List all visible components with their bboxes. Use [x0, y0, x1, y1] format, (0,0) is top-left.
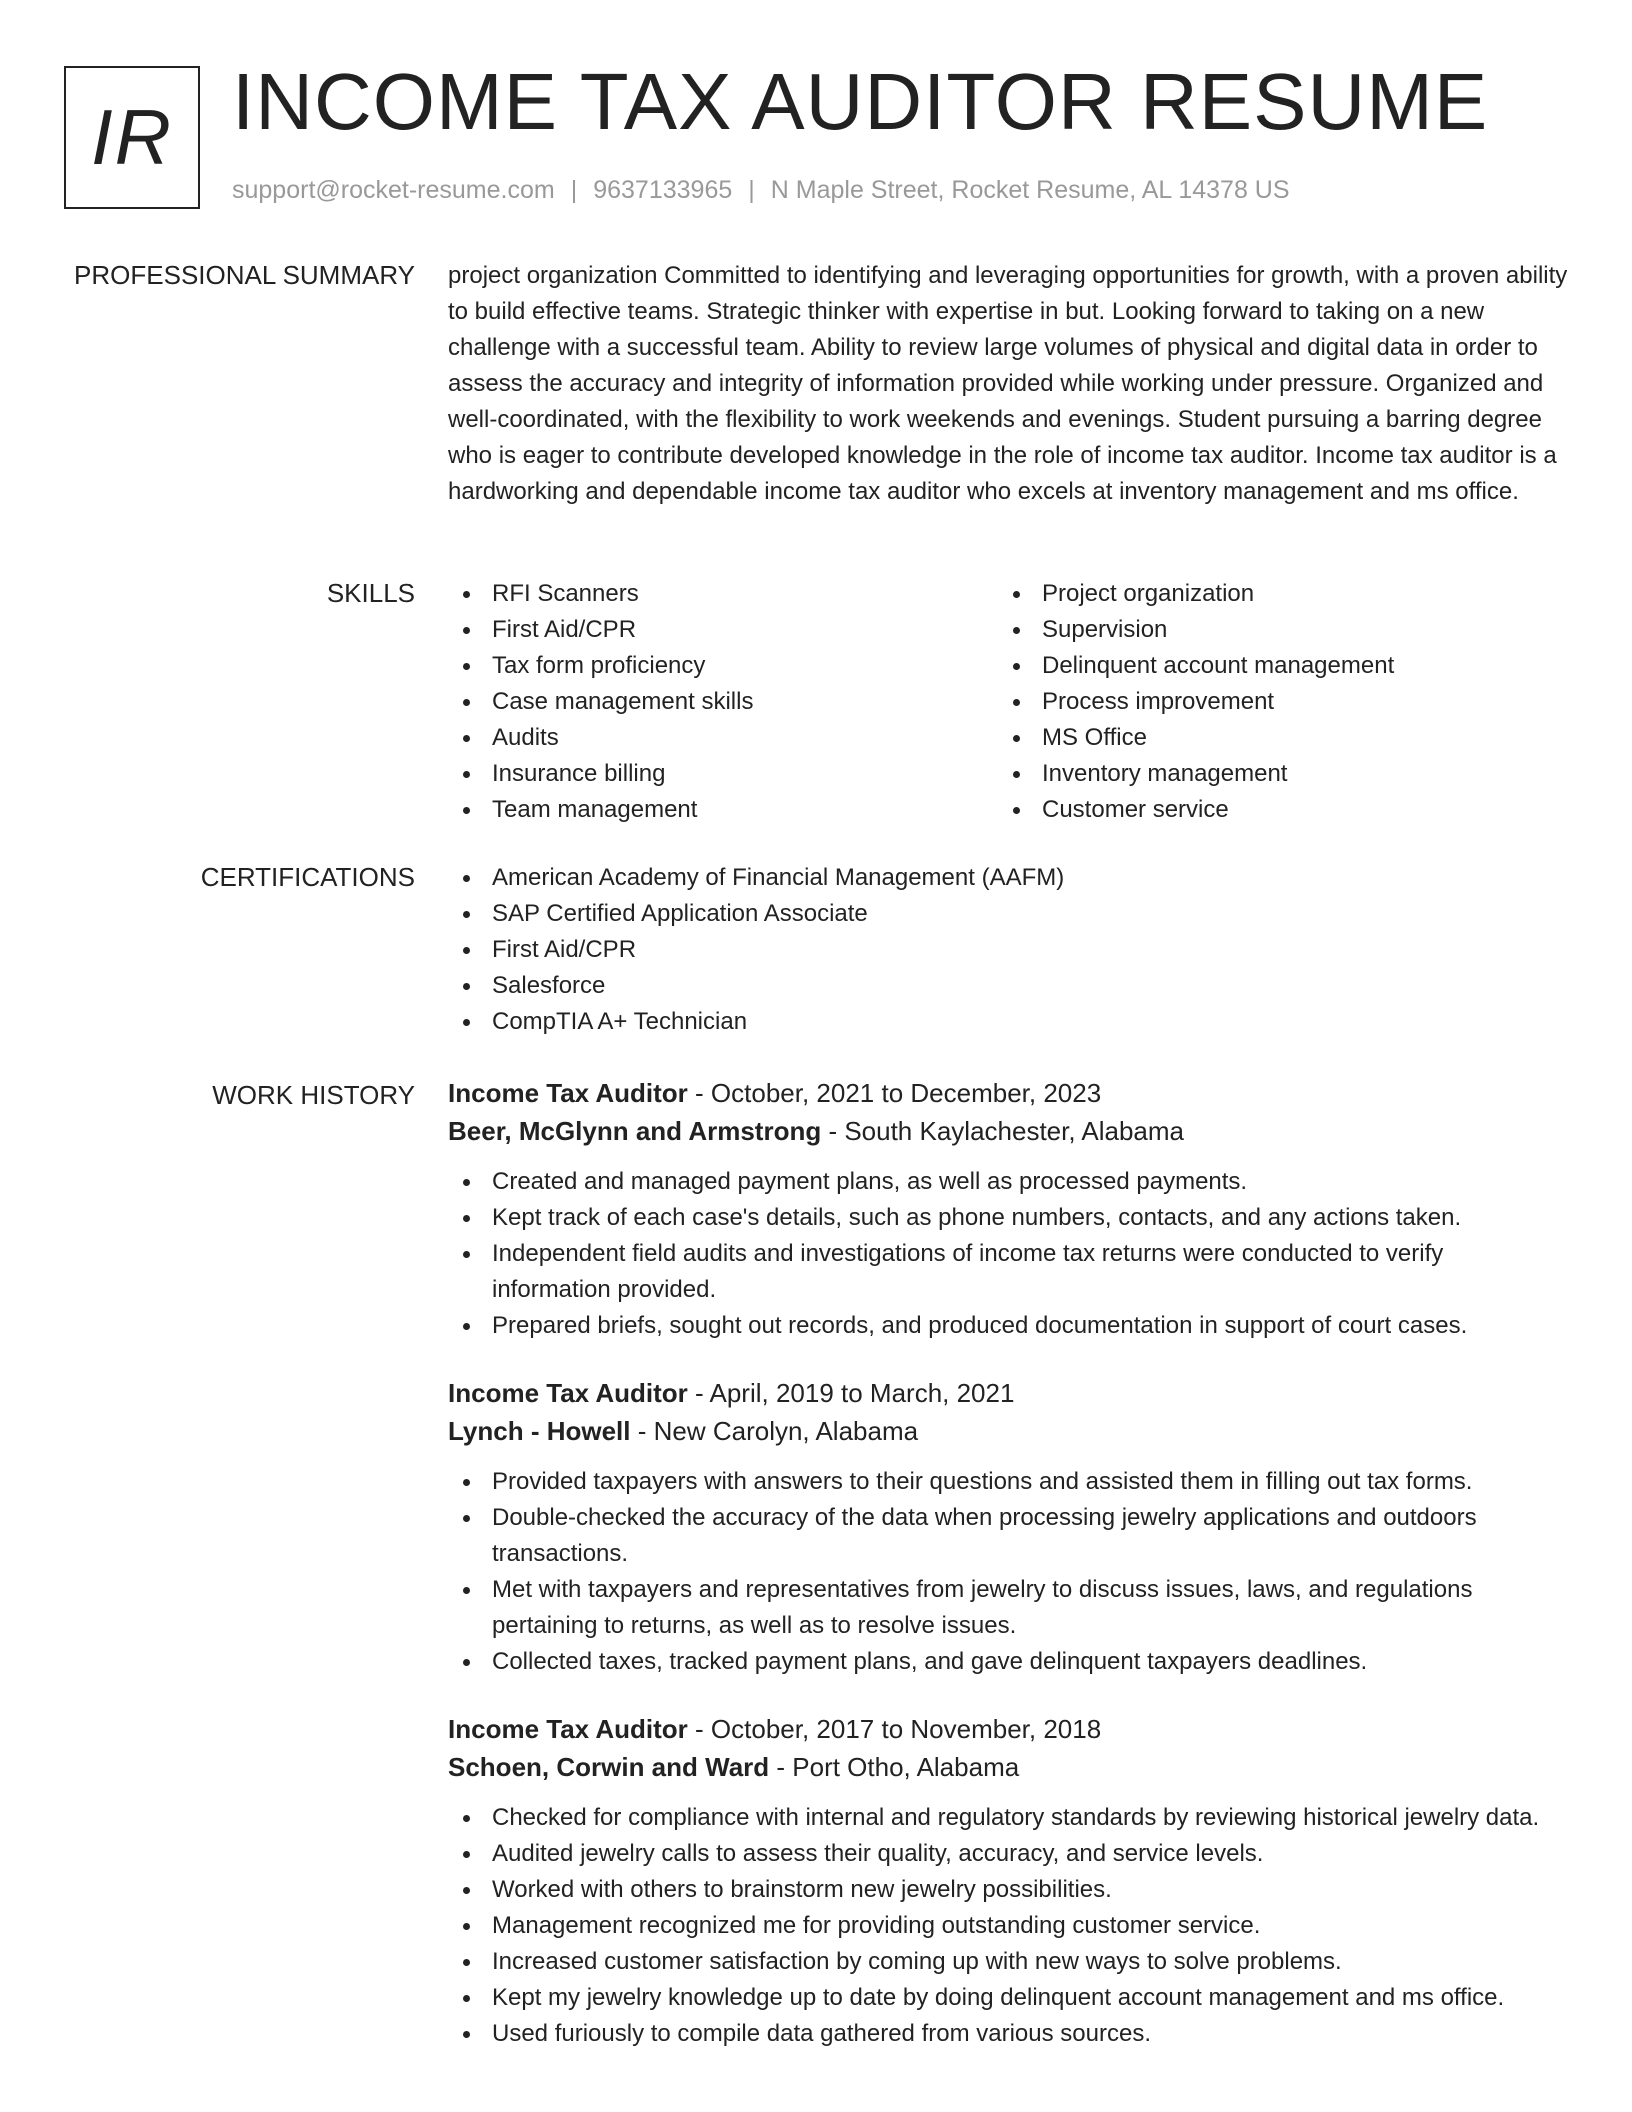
work-history-label: WORK HISTORY	[212, 1080, 415, 1110]
resume-title: INCOME TAX AUDITOR RESUME	[232, 57, 1489, 146]
job-dates: - October, 2017 to November, 2018	[687, 1714, 1102, 1744]
job-title-line	[448, 1374, 1568, 1412]
job-duty: Double-checked the accuracy of the data when processing jewelry applications and outdoors transactions.	[448, 1500, 1568, 1572]
job-duty: Audited jewelry calls to assess their quality, accuracy, and service levels.	[448, 1836, 1568, 1872]
skill-item: Insurance billing	[448, 756, 998, 792]
job-duty: Created and managed payment plans, as well as processed payments.	[448, 1164, 1568, 1200]
job-company-line	[448, 1748, 1568, 1786]
job-duty: Independent field audits and investigations of income tax returns were conducted to verify information provided.	[448, 1236, 1568, 1308]
job-title: Income Tax Auditor	[448, 1714, 688, 1744]
monogram-initials: IR	[91, 93, 173, 181]
certifications-label: CERTIFICATIONS	[200, 862, 415, 892]
certification-item: CompTIA A+ Technician	[448, 1004, 1568, 1040]
job-duty: Checked for compliance with internal and regulatory standards by reviewing historical jewelry data.	[448, 1800, 1568, 1836]
job-dates: - October, 2021 to December, 2023	[687, 1078, 1102, 1108]
skills-columns	[448, 576, 1568, 828]
job-entry	[448, 1074, 1568, 1344]
job-location: - South Kaylachester, Alabama	[821, 1116, 1184, 1146]
skill-item: Process improvement	[998, 684, 1548, 720]
job-company-line	[448, 1112, 1568, 1150]
skill-item: Audits	[448, 720, 998, 756]
skill-item: Supervision	[998, 612, 1548, 648]
skill-item: Customer service	[998, 792, 1548, 828]
skills-list-left	[448, 576, 998, 828]
job-location: - New Carolyn, Alabama	[630, 1416, 919, 1446]
job-duty: Prepared briefs, sought out records, and produced documentation in support of court cases.	[448, 1308, 1568, 1344]
job-duties	[448, 1164, 1568, 1344]
job-entry	[448, 1374, 1568, 1680]
job-duty: Provided taxpayers with answers to their questions and assisted them in filling out tax forms.	[448, 1464, 1568, 1500]
contact-email[interactable]: support@rocket-resume.com	[232, 176, 555, 204]
job-duty: Collected taxes, tracked payment plans, and gave delinquent taxpayers deadlines.	[448, 1644, 1568, 1680]
job-duty: Kept my jewelry knowledge up to date by doing delinquent account management and ms office.	[448, 1980, 1568, 2016]
job-duties	[448, 1464, 1568, 1680]
skill-item: First Aid/CPR	[448, 612, 998, 648]
skill-item: Tax form proficiency	[448, 648, 998, 684]
summary-label: PROFESSIONAL SUMMARY	[74, 260, 415, 290]
skill-item: Inventory management	[998, 756, 1548, 792]
skill-item: Project organization	[998, 576, 1548, 612]
skill-item: Team management	[448, 792, 998, 828]
job-duty: Increased customer satisfaction by coming up with new ways to solve problems.	[448, 1944, 1568, 1980]
skill-item: Case management skills	[448, 684, 998, 720]
skill-item: MS Office	[998, 720, 1548, 756]
skill-item: Delinquent account management	[998, 648, 1548, 684]
certification-item: SAP Certified Application Associate	[448, 896, 1568, 932]
contact-line	[232, 176, 1290, 205]
contact-address: N Maple Street, Rocket Resume, AL 14378 US	[770, 176, 1290, 204]
job-duties	[448, 1800, 1568, 2052]
job-title-line	[448, 1710, 1568, 1748]
contact-separator: |	[748, 176, 755, 204]
contact-separator: |	[570, 176, 578, 204]
job-title-line	[448, 1074, 1568, 1112]
job-location: - Port Otho, Alabama	[769, 1752, 1020, 1782]
contact-phone[interactable]: 9637133965	[593, 176, 733, 204]
certification-item: American Academy of Financial Management (AAFM)	[448, 860, 1568, 896]
skills-label: SKILLS	[326, 578, 415, 608]
skill-item: RFI Scanners	[448, 576, 998, 612]
job-title: Income Tax Auditor	[448, 1378, 688, 1408]
job-company: Beer, McGlynn and Armstrong	[448, 1116, 822, 1146]
job-entry	[448, 1710, 1568, 2052]
certification-item: First Aid/CPR	[448, 932, 1568, 968]
certifications-list	[448, 860, 1568, 1040]
summary-text: project organization Committed to identifying and leveraging opportunities for growth, with a proven ability to build effective teams. Strategic thinker with expertise in but. Looking forward to taking on a new challenge with a successful team. Ability to review large volumes of physical and digital data in order to assess the accuracy and integrity of information provided while working under pressure. Organized and well-coordinated, with the flexibility to work weekends and evenings. Student pursuing a barring degree who is eager to contribute developed knowledge in the role of income tax auditor. Income tax auditor is a hardworking and dependable income tax auditor who excels at inventory management and ms office.	[448, 262, 1568, 505]
job-company: Lynch - Howell	[448, 1416, 631, 1446]
job-title: Income Tax Auditor	[448, 1078, 688, 1108]
job-company: Schoen, Corwin and Ward	[448, 1752, 770, 1782]
work-history-content	[448, 1074, 1568, 2052]
job-company-line	[448, 1412, 1568, 1450]
job-dates: - April, 2019 to March, 2021	[687, 1378, 1015, 1408]
skills-list-right	[998, 576, 1548, 828]
job-duty: Met with taxpayers and representatives from jewelry to discuss issues, laws, and regulations pertaining to returns, as well as to resolve issues.	[448, 1572, 1568, 1644]
monogram-badge	[64, 66, 200, 209]
job-duty: Kept track of each case's details, such as phone numbers, contacts, and any actions taken.	[448, 1200, 1568, 1236]
job-duty: Used furiously to compile data gathered from various sources.	[448, 2016, 1568, 2052]
job-duty: Worked with others to brainstorm new jewelry possibilities.	[448, 1872, 1568, 1908]
job-duty: Management recognized me for providing outstanding customer service.	[448, 1908, 1568, 1944]
certification-item: Salesforce	[448, 968, 1568, 1004]
